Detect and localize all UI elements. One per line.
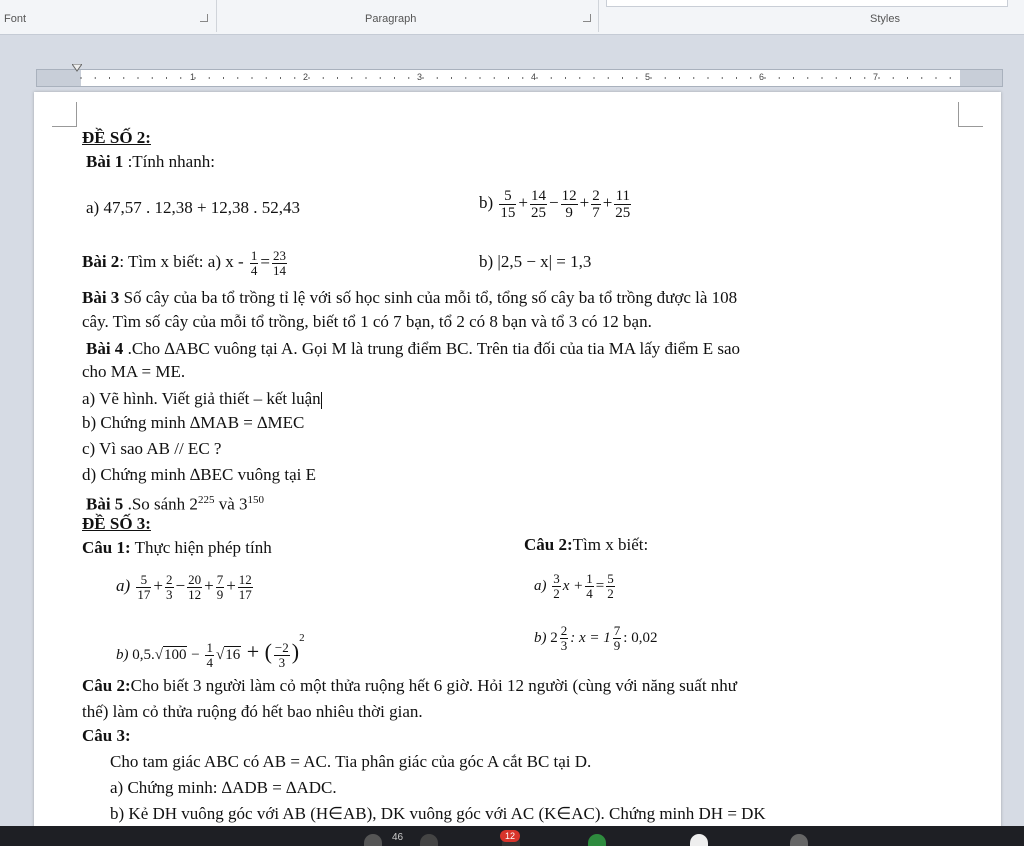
fraction xyxy=(187,573,202,602)
operator: + xyxy=(153,576,164,595)
bai4-d: d) Chứng minh ∆BEC vuông tại E xyxy=(82,465,316,484)
radicand: 100 xyxy=(163,647,187,663)
cau2-b-end: : 0,02 xyxy=(623,630,658,646)
fraction xyxy=(272,249,287,278)
bai4-a xyxy=(82,389,322,409)
denominator: 25 xyxy=(615,204,631,221)
exponent: 225 xyxy=(197,494,215,506)
numerator: 1 xyxy=(586,571,593,587)
paragraph-group[interactable] xyxy=(217,0,597,34)
denominator: 4 xyxy=(586,586,593,602)
cau2-b xyxy=(534,616,657,660)
numerator: 20 xyxy=(188,571,202,587)
fraction xyxy=(591,188,601,221)
cau22-label: Câu 2: xyxy=(82,676,131,695)
equals: = xyxy=(595,578,605,594)
cau2-a-prefix: a) xyxy=(534,578,547,594)
bai5 xyxy=(86,490,264,515)
bai4-a-text: a) Vẽ hình. Viết giả thiết – kết luận xyxy=(82,389,321,408)
bai1-b-expression xyxy=(497,187,633,221)
numerator: 5 xyxy=(607,571,614,587)
bai2-b: b) |2,5 − x| = 1,3 xyxy=(479,252,592,271)
fraction xyxy=(238,573,253,602)
denominator: 7 xyxy=(592,204,600,221)
numerator: 7 xyxy=(216,571,224,587)
bai4-text1: .Cho ∆ABC vuông tại A. Gọi M là trung điểm BC. Trên tia đối của tia MA lấy điểm E sao xyxy=(123,339,741,358)
fraction xyxy=(136,573,151,602)
denominator: 4 xyxy=(250,262,258,278)
font-group[interactable] xyxy=(0,0,215,34)
operator: + xyxy=(204,576,214,595)
notification-badge: 12 xyxy=(500,830,520,842)
text-cursor xyxy=(321,392,322,409)
ruler-number: 7 xyxy=(873,72,879,82)
bai3-line2: cây. Tìm số cây của mỗi tổ trồng, biết tổ 1 có 7 bạn, tổ 2 có 8 bạn và tổ 3 có 12 bạn. xyxy=(82,312,652,331)
numerator: 2 xyxy=(560,623,568,639)
cau1-a xyxy=(116,564,255,608)
cau1-b-prefix: b) xyxy=(116,647,129,663)
cau22-line1 xyxy=(82,676,737,696)
cau3-line1: Cho tam giác ABC có AB = AC. Tia phân giác của góc A cắt BC tại D. xyxy=(110,752,592,771)
cau3-a: a) Chứng minh: ∆ADB = ∆ADC. xyxy=(110,778,337,797)
ruler-number: 6 xyxy=(759,72,765,82)
fraction xyxy=(250,249,259,278)
numerator: 12 xyxy=(238,571,252,587)
de2-title: ĐỀ SỐ 2: xyxy=(82,128,151,147)
cau2-heading xyxy=(524,535,648,555)
numerator: 1 xyxy=(250,247,258,263)
ruler-number: 3 xyxy=(417,72,423,82)
sqrt-icon: √ xyxy=(154,647,163,663)
operator: − xyxy=(175,576,186,595)
radicand: 16 xyxy=(225,647,241,663)
cau2-label: Câu 2: xyxy=(524,535,573,554)
cau3-b: b) Kẻ DH vuông góc với AB (H∈AB), DK vuông góc với AC (K∈AC). Chứng minh DH = DK xyxy=(110,804,766,823)
indent-marker-icon[interactable] xyxy=(72,64,82,72)
ribbon-divider xyxy=(598,0,599,32)
minus: − xyxy=(187,647,204,663)
fraction xyxy=(606,572,615,601)
cau2-a-mid: x + xyxy=(562,578,584,594)
denominator: 3 xyxy=(560,638,568,654)
cau1-text: Thực hiện phép tính xyxy=(130,538,272,557)
numerator: 1 xyxy=(206,640,213,656)
ruler-number: 4 xyxy=(531,72,537,82)
styles-group-label: Styles xyxy=(870,13,900,25)
denominator: 14 xyxy=(273,262,286,278)
de3-title: ĐỀ SỐ 3: xyxy=(82,514,151,533)
operator: + xyxy=(602,193,613,212)
denominator: 15 xyxy=(500,204,516,221)
numerator: 11 xyxy=(615,187,631,204)
bai2-a: Bài 2: Tìm x biết: a) x - $\frac{1}{4}$ = $\frac{23}{14}$ xyxy=(82,247,286,278)
paragraph-group-label: Paragraph xyxy=(365,13,417,25)
denominator: 2 xyxy=(607,586,614,602)
fraction xyxy=(530,188,547,221)
bai1-label: Bài 1 xyxy=(86,152,124,171)
crop-mark-left xyxy=(52,102,77,127)
fraction xyxy=(499,188,516,221)
bai1-b xyxy=(479,178,633,228)
denominator: 2 xyxy=(553,586,560,602)
cau3-label: Câu 3: xyxy=(82,726,131,745)
bai5-text: .So sánh 2 xyxy=(123,494,198,514)
denominator: 17 xyxy=(238,586,252,602)
paragraph-dialog-launcher-icon[interactable] xyxy=(583,14,591,22)
bai1-b-prefix: b) xyxy=(479,193,494,212)
numerator: 2 xyxy=(166,571,173,587)
denominator: 3 xyxy=(278,655,286,671)
bai3-line1 xyxy=(82,288,737,308)
ruler-ticks xyxy=(37,70,1002,86)
cau1-b-part: 0,5. xyxy=(132,647,155,663)
bai4-line2: cho MA = ME. xyxy=(82,362,186,381)
bai2-text: : Tìm x biết: a) x - xyxy=(119,252,248,271)
ribbon xyxy=(0,0,1024,35)
bai1-heading xyxy=(86,152,215,172)
taskbar-app-icon[interactable] xyxy=(690,834,708,846)
taskbar-count: 46 xyxy=(392,832,404,843)
bai4-line1 xyxy=(86,339,740,359)
font-dialog-launcher-icon[interactable] xyxy=(200,14,208,22)
ruler-number: 1 xyxy=(190,72,196,82)
cau1-label: Câu 1: xyxy=(82,538,131,557)
numerator: 12 xyxy=(561,187,577,204)
cau1-heading xyxy=(82,538,272,558)
fraction xyxy=(614,188,631,221)
fraction xyxy=(552,572,561,601)
cau1-b xyxy=(116,616,305,671)
exponent: 150 xyxy=(247,494,264,506)
numerator: −2 xyxy=(274,640,289,656)
bai1-text: :Tính nhanh: xyxy=(123,152,215,171)
operator: + xyxy=(226,576,236,595)
close-paren: ) xyxy=(291,639,300,664)
fraction xyxy=(585,572,594,601)
ruler-number: 2 xyxy=(303,72,309,82)
bai3-text1: Số cây của ba tổ trồng tỉ lệ với số học sinh của mỗi tổ, tổng số cây ba tổ trồng được là 108 xyxy=(119,288,738,307)
numerator: 7 xyxy=(613,623,621,639)
fraction xyxy=(216,573,225,602)
cau2-b-prefix: b) xyxy=(534,630,547,646)
denominator: 3 xyxy=(166,586,173,602)
fraction xyxy=(165,573,174,602)
denominator: 4 xyxy=(206,655,213,671)
denominator: 12 xyxy=(188,586,202,602)
people-icon[interactable] xyxy=(364,834,382,846)
taskbar-app-icon[interactable] xyxy=(790,834,808,846)
bai5-mid: và 3 xyxy=(214,494,248,514)
denominator: 9 xyxy=(565,204,573,221)
numerator: 5 xyxy=(136,573,151,588)
fraction xyxy=(561,188,578,221)
numerator: 3 xyxy=(553,571,560,587)
operator: + xyxy=(518,193,529,212)
sqrt-icon: √ xyxy=(215,647,225,663)
cau2-b-mid: : x = 1 xyxy=(570,630,611,646)
horizontal-ruler[interactable] xyxy=(36,69,1003,87)
bai4-b: b) Chứng minh ∆MAB = ∆MEC xyxy=(82,413,305,432)
whole-number: 2 xyxy=(550,630,558,646)
taskbar-app-icon[interactable] xyxy=(420,834,438,846)
denominator: 9 xyxy=(613,638,621,654)
denominator: 25 xyxy=(531,204,547,221)
chat-icon[interactable] xyxy=(588,834,606,846)
font-group-label: Font xyxy=(4,13,27,25)
bai4-label: Bài 4 xyxy=(86,339,124,358)
ruler-number: 5 xyxy=(645,72,651,82)
fraction xyxy=(205,641,214,670)
cau2-a xyxy=(534,564,617,608)
fraction xyxy=(274,641,290,670)
numerator: 5 xyxy=(499,188,516,205)
exponent: 2 xyxy=(299,632,305,644)
denominator: 9 xyxy=(216,586,224,602)
cau22-text1: Cho biết 3 người làm cỏ một thửa ruộng hết 6 giờ. Hỏi 12 người (cùng với năng suất như xyxy=(130,676,738,695)
bai3-label: Bài 3 xyxy=(82,288,120,307)
bai5-label: Bài 5 xyxy=(86,494,124,514)
cau1-a-prefix: a) xyxy=(116,576,131,595)
fraction xyxy=(560,624,569,653)
bai1-a: a) 47,57 . 12,38 + 12,38 . 52,43 xyxy=(86,198,301,217)
cau1-a-expression xyxy=(134,571,254,602)
operator: − xyxy=(549,193,559,212)
plus: + ( xyxy=(241,639,272,664)
numerator: 14 xyxy=(531,187,547,204)
operator: + xyxy=(579,193,590,212)
bai2-label: Bài 2 xyxy=(82,252,120,271)
fraction xyxy=(613,624,622,653)
styles-group[interactable] xyxy=(600,0,1024,34)
crop-mark-right xyxy=(958,102,983,127)
bai4-c: c) Vì sao AB // EC ? xyxy=(82,439,222,458)
numerator: 2 xyxy=(592,187,600,204)
denominator: 17 xyxy=(137,586,151,602)
numerator: 23 xyxy=(273,247,286,263)
cau2-text: Tìm x biết: xyxy=(572,535,649,554)
cau22-line2: thế) làm cỏ thửa ruộng đó hết bao nhiêu thời gian. xyxy=(82,702,423,721)
document-page[interactable] xyxy=(34,92,1001,832)
